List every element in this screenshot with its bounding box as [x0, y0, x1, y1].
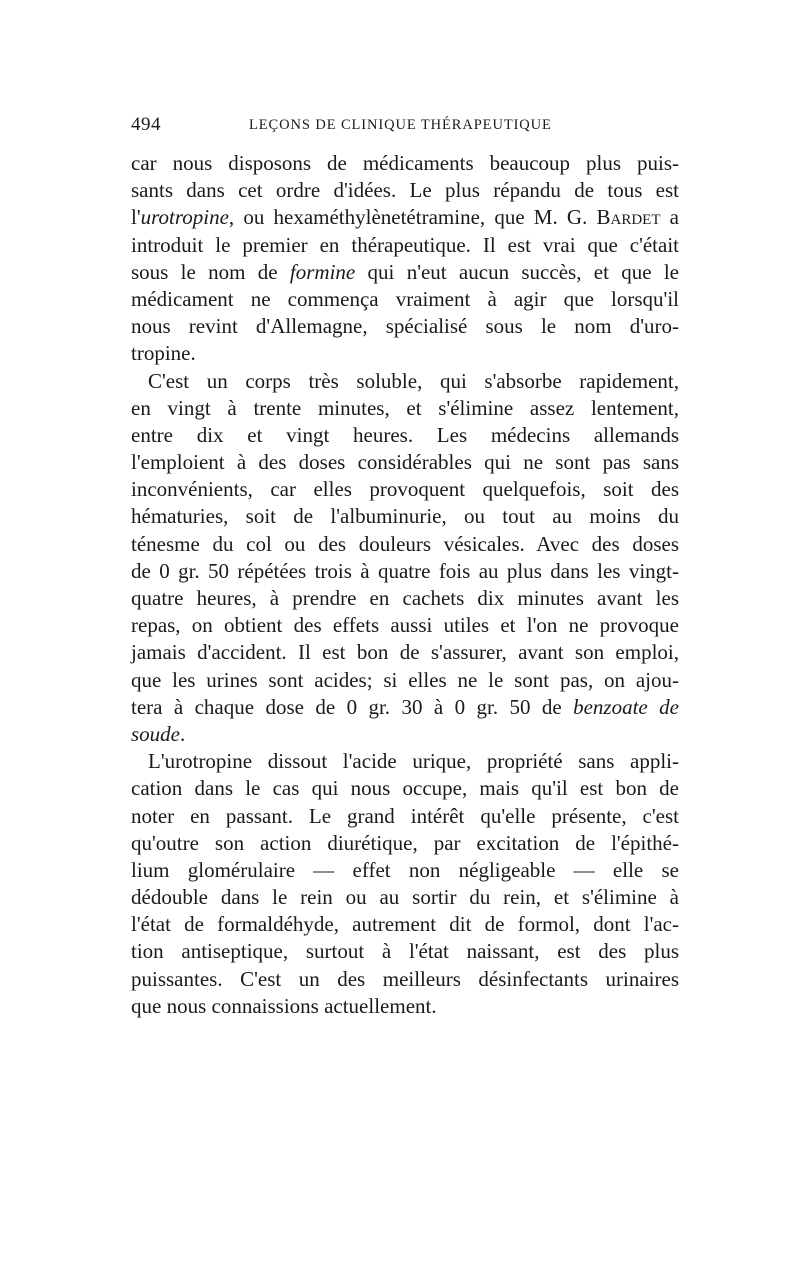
- smallcaps-text: Bardet: [596, 205, 661, 230]
- text-line: [131, 368, 679, 395]
- text-segment: .: [180, 721, 186, 746]
- text-line: [131, 667, 679, 694]
- text-line: [131, 150, 679, 177]
- text-segment: car nous disposons de médicaments beaucoup plus puis-: [131, 151, 679, 175]
- text-line: [131, 612, 679, 639]
- text-segment: repas, on obtient des effets aussi utiles et l'on ne provoque: [131, 613, 679, 638]
- text-segment: que les urines sont acides; si elles ne le sont pas, on ajou-: [131, 667, 679, 692]
- text-segment: L'urotropine dissout l'acide urique, propriété sans appli-: [148, 749, 679, 774]
- text-segment: introduit le premier en thérapeutique. Il est vrai que c'était: [131, 232, 679, 257]
- italic-text: soude: [131, 721, 180, 746]
- text-segment: qu'outre son action diurétique, par excitation de l'épithé-: [131, 830, 679, 855]
- text-line: [131, 857, 679, 884]
- text-segment: C'est un corps très soluble, qui s'absorbe rapidement,: [148, 368, 679, 393]
- text-line: [131, 422, 679, 449]
- text-line: [131, 911, 679, 938]
- text-line: [131, 694, 679, 721]
- text-segment: ténesme du col ou des douleurs vésicales. Avec des doses: [131, 531, 679, 556]
- italic-text: benzoate de: [573, 694, 679, 719]
- text-line: [131, 232, 679, 259]
- text-segment: l'emploient à des doses considérables qui ne sont pas sans: [131, 450, 679, 475]
- text-segment: quatre heures, à prendre en cachets dix minutes avant les: [131, 586, 679, 610]
- text-segment: noter en passant. Le grand intérêt qu'elle présente, c'est: [131, 803, 679, 828]
- text-line: [131, 503, 679, 530]
- text-segment: sous le nom de: [131, 259, 290, 284]
- text-segment: qui n'eut aucun succès, et que le: [355, 259, 680, 284]
- text-segment: puissantes. C'est un des meilleurs désinfectants urinaires: [131, 966, 679, 991]
- text-line: [131, 286, 679, 313]
- text-segment: nous revint d'Allemagne, spécialisé sous le nom d'uro-: [131, 314, 679, 339]
- text-line: [131, 639, 679, 666]
- text-line: [131, 177, 679, 204]
- text-line: [131, 476, 679, 503]
- text-segment: que nous connaissions actuellement.: [131, 993, 437, 1018]
- italic-text: formine: [289, 259, 356, 284]
- text-line: [131, 204, 679, 231]
- text-line: [131, 884, 679, 911]
- text-segment: inconvénients, car elles provoquent quelquefois, soit des: [131, 477, 679, 502]
- text-segment: tera à chaque dose de 0 gr. 30 à 0 gr. 50 de: [131, 694, 574, 719]
- text-segment: entre dix et vingt heures. Les médecins allemands: [131, 422, 679, 447]
- page-number: 494: [131, 114, 161, 135]
- text-line: [131, 531, 679, 558]
- text-segment: l': [131, 205, 141, 230]
- text-segment: lium glomérulaire — effet non négligeable — elle se: [131, 857, 679, 882]
- text-line: [131, 449, 679, 476]
- text-segment: a: [660, 205, 679, 230]
- text-line: [131, 775, 679, 802]
- text-segment: cation dans le cas qui nous occupe, mais qu'il est bon de: [131, 776, 679, 801]
- text-line: [131, 340, 679, 367]
- text-line: [131, 558, 679, 585]
- body-text: [131, 150, 679, 1020]
- text-line: [131, 803, 679, 830]
- text-segment: en vingt à trente minutes, et s'élimine assez lentement,: [131, 395, 679, 420]
- text-segment: , ou hexaméthylènetétramine, que M. G.: [228, 205, 597, 230]
- text-line: [131, 721, 679, 748]
- text-line: [131, 966, 679, 993]
- text-line: [131, 395, 679, 422]
- text-segment: sants dans cet ordre d'idées. Le plus répandu de tous est: [131, 178, 679, 203]
- text-line: [131, 259, 679, 286]
- text-segment: tropine.: [131, 341, 196, 366]
- text-segment: tion antiseptique, surtout à l'état naissant, est des plus: [131, 939, 679, 964]
- text-segment: de 0 gr. 50 répétées trois à quatre fois au plus dans les vingt-: [131, 558, 679, 583]
- text-line: [131, 938, 679, 965]
- text-line: [131, 585, 679, 612]
- text-segment: dédouble dans le rein ou au sortir du rein, et s'élimine à: [131, 885, 679, 910]
- text-line: [131, 748, 679, 775]
- text-segment: médicament ne commença vraiment à agir que lorsqu'il: [131, 286, 679, 311]
- text-line: [131, 993, 679, 1020]
- text-segment: hématuries, soit de l'albuminurie, ou tout au moins du: [131, 504, 679, 529]
- running-title: LEÇONS DE CLINIQUE THÉRAPEUTIQUE: [249, 117, 552, 133]
- italic-text: urotropine: [140, 205, 229, 230]
- text-line: [131, 830, 679, 857]
- text-segment: jamais d'accident. Il est bon de s'assurer, avant son emploi,: [131, 640, 679, 665]
- text-segment: l'état de formaldéhyde, autrement dit de formol, dont l'ac-: [131, 912, 679, 937]
- text-line: [131, 313, 679, 340]
- page-header: [131, 114, 679, 136]
